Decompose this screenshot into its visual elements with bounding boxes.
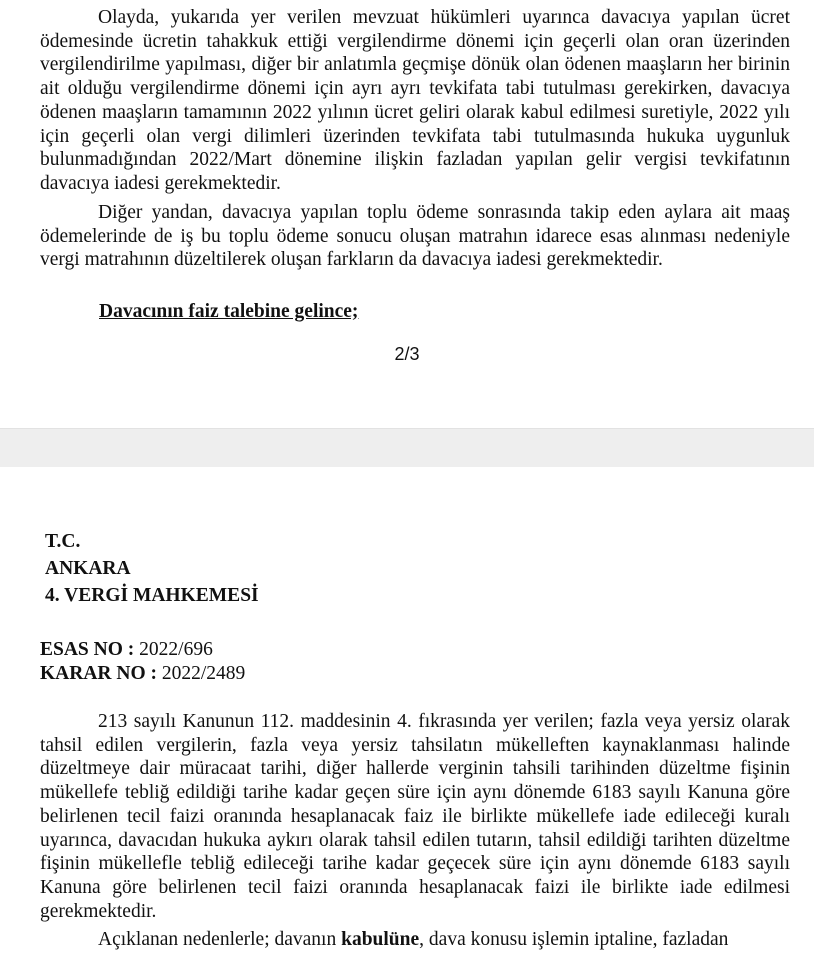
body-paragraph: Olayda, yukarıda yer verilen mevzuat hükümleri uyarınca davacıya yapılan ücret ödemesinde ücretin tahakkuk ettiği vergilendirme dönemi için geçerli olan oran üzerinden vergilendirilme yapılması, diğer bir anlatımla geçmişe dönük olan ödenen maaşların her birinin ait olduğu vergilendirme dönemi için ayrı ayrı tevkifata tabi tutulması gerekirken, davacıya ödenen maaşların tamamının 2022 yılının ücret geliri olarak kabul edilmesi suretiyle, 2022 yılı için geçerli olan vergi dilimleri üzerinden tevkifata tabi tutulmasında hukuka uygunluk bulunmadığından 2022/Mart dönemine ilişkin fazladan yapılan gelir vergisi tevkifatının davacıya iadesi gerekmektedir. xyxy=(40,7,790,194)
paragraph-bold: kabulüne xyxy=(341,929,420,950)
paragraph-rest: , dava konusu işlemin iptaline, fazladan xyxy=(419,929,729,950)
esas-label: ESAS NO : xyxy=(40,639,135,660)
page-separator xyxy=(0,428,814,468)
document-page-3 xyxy=(0,467,814,958)
body-paragraph: Diğer yandan, davacıya yapılan toplu ödeme sonrasında takip eden aylara ait maaş ödemelerinde de iş bu toplu ödeme sonucu oluşan matrahın idarece esas alınması nedeniyle vergi matrahının düzeltilerek oluşan farkların da davacıya iadesi gerekmektedir. xyxy=(40,202,790,271)
court-header-line: 4. VERGİ MAHKEMESİ xyxy=(45,585,259,606)
page-number: 2/3 xyxy=(394,344,420,364)
body-paragraph-truncated xyxy=(40,928,790,958)
karar-label: KARAR NO : xyxy=(40,663,157,684)
body-paragraph: 213 sayılı Kanunun 112. maddesinin 4. fıkrasında yer verilen; fazla veya yersiz olarak tahsil edilen vergilerin, fazla veya yersiz tahsilatın mükelleften kaynaklanması halinde düzeltmeye dair müracaat tarihi, diğer hallerde verginin tahsili tarihinden düzeltme fişinin mükellefe tebliğ edildiği tarihe kadar geçen süre için aynı dönemde 6183 sayılı Kanuna göre belirlenen tecil faizi oranında hesaplanacak faiz ile birlikte mükellefe iade edileceği kuralı uyarınca, davacıdan hukuka aykırı olarak tahsil edilen tutarın, tahsil edildiği tarihten düzeltme fişinin mükellefle tebliğ edileceği tarihe kadar geçecek süre için aynı dönemde 6183 sayılı Kanuna göre belirlenen tecil faizi oranında hesaplanacak faizi ile birlikte iade edilmesi gerekmektedir. xyxy=(40,711,790,922)
karar-number xyxy=(40,663,245,685)
karar-value: 2022/2489 xyxy=(161,663,246,684)
esas-number xyxy=(40,639,213,661)
esas-value: 2022/696 xyxy=(139,639,213,660)
paragraph-start: Açıklanan nedenlerle; davanın xyxy=(98,929,337,950)
section-heading: Davacının faiz talebine gelince; xyxy=(99,301,359,322)
court-header-line: T.C. xyxy=(45,531,81,552)
court-header-line: ANKARA xyxy=(45,558,131,579)
document-page-2 xyxy=(0,0,814,428)
